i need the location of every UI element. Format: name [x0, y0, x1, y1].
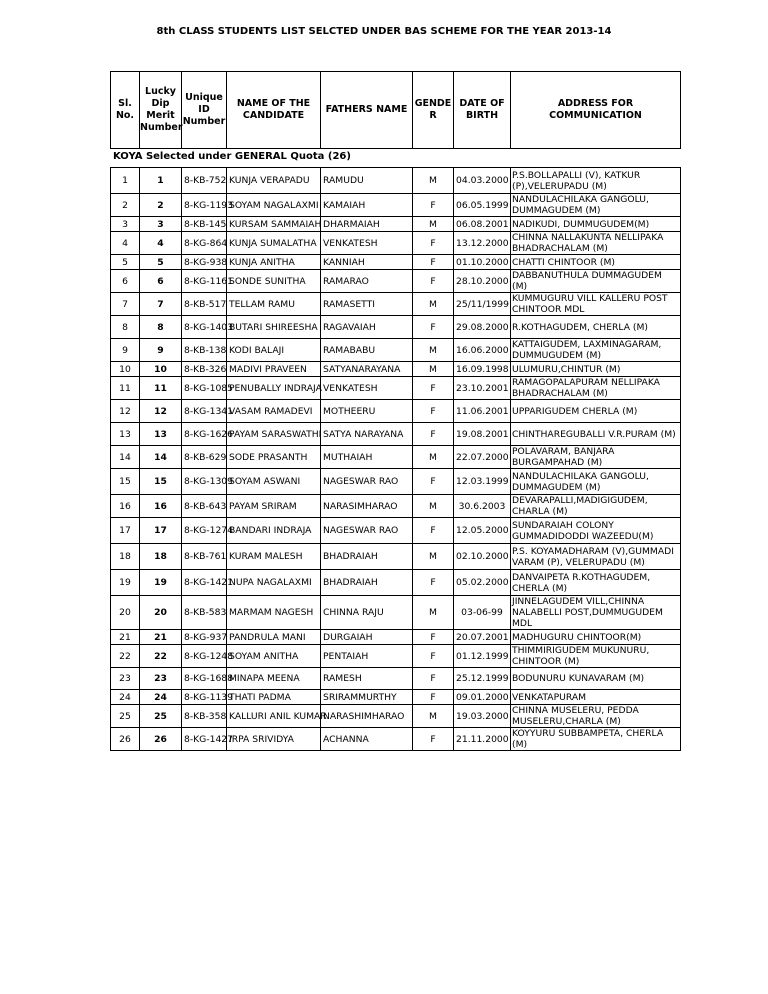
cell-date-of-birth: 04.03.2000 [454, 168, 511, 194]
cell-gender: F [413, 270, 454, 293]
cell-unique-id: 8-KG-1341 [182, 400, 227, 423]
cell-address: SUNDARAIAH COLONY GUMMADIDODDI WAZEEDU(M) [511, 518, 681, 544]
cell-sl-no: 18 [111, 544, 140, 570]
cell-date-of-birth: 20.07.2001 [454, 630, 511, 645]
cell-candidate-name: SOYAM ASWANI [227, 469, 321, 495]
cell-address: R.KOTHAGUDEM, CHERLA (M) [511, 316, 681, 339]
table-row [111, 645, 681, 668]
cell-lucky-dip: 13 [140, 423, 182, 446]
cell-gender: M [413, 339, 454, 362]
cell-fathers-name: SATYANARAYANA [321, 362, 413, 377]
cell-lucky-dip: 23 [140, 668, 182, 690]
cell-date-of-birth: 02.10.2000 [454, 544, 511, 570]
cell-candidate-name: PANDRULA MANI [227, 630, 321, 645]
cell-date-of-birth: 01.12.1999 [454, 645, 511, 668]
cell-sl-no: 14 [111, 446, 140, 469]
cell-unique-id: 8-KB-583 [182, 596, 227, 630]
cell-lucky-dip: 19 [140, 570, 182, 596]
students-table [110, 167, 681, 751]
cell-sl-no: 12 [111, 400, 140, 423]
cell-date-of-birth: 30.6.2003 [454, 495, 511, 518]
cell-candidate-name: PENUBALLY INDRAJA [227, 377, 321, 400]
cell-candidate-name: PAYAM SRIRAM [227, 495, 321, 518]
table-row [111, 705, 681, 728]
table-row [111, 469, 681, 495]
cell-address: MADHUGURU CHINTOOR(M) [511, 630, 681, 645]
cell-date-of-birth: 21.11.2000 [454, 728, 511, 751]
cell-unique-id: 8-KG-1161 [182, 270, 227, 293]
cell-candidate-name: KURAM MALESH [227, 544, 321, 570]
cell-lucky-dip: 26 [140, 728, 182, 751]
cell-fathers-name: RAMUDU [321, 168, 413, 194]
cell-lucky-dip: 3 [140, 217, 182, 232]
cell-unique-id: 8-KB-643 [182, 495, 227, 518]
cell-sl-no: 15 [111, 469, 140, 495]
cell-sl-no: 16 [111, 495, 140, 518]
table-row [111, 544, 681, 570]
table-row [111, 255, 681, 270]
cell-date-of-birth: 28.10.2000 [454, 270, 511, 293]
cell-gender: M [413, 362, 454, 377]
table-row [111, 217, 681, 232]
cell-gender: F [413, 469, 454, 495]
cell-unique-id: 8-KG-864 [182, 232, 227, 255]
header-sl-no: Sl. No. [111, 72, 140, 149]
cell-date-of-birth: 13.12.2000 [454, 232, 511, 255]
cell-candidate-name: KURSAM SAMMAIAH [227, 217, 321, 232]
cell-address: DEVARAPALLI,MADIGIGUDEM, CHARLA (M) [511, 495, 681, 518]
cell-gender: F [413, 668, 454, 690]
cell-sl-no: 3 [111, 217, 140, 232]
cell-candidate-name: KUNJA VERAPADU [227, 168, 321, 194]
quota-label: KOYA Selected under GENERAL Quota (26) [113, 151, 351, 162]
cell-lucky-dip: 12 [140, 400, 182, 423]
cell-lucky-dip: 17 [140, 518, 182, 544]
table-row [111, 377, 681, 400]
cell-lucky-dip: 8 [140, 316, 182, 339]
cell-gender: F [413, 690, 454, 705]
cell-fathers-name: SRIRAMMURTHY [321, 690, 413, 705]
cell-date-of-birth: 16.09.1998 [454, 362, 511, 377]
cell-address: KUMMUGURU VILL KALLERU POST CHINTOOR MDL [511, 293, 681, 316]
cell-sl-no: 6 [111, 270, 140, 293]
table-row [111, 423, 681, 446]
cell-sl-no: 7 [111, 293, 140, 316]
cell-sl-no: 17 [111, 518, 140, 544]
cell-gender: M [413, 495, 454, 518]
cell-candidate-name: IRPA SRIVIDYA [227, 728, 321, 751]
cell-sl-no: 8 [111, 316, 140, 339]
header-lucky-dip: Lucky Dip Merit Number [140, 72, 182, 149]
cell-candidate-name: MARMAM NAGESH [227, 596, 321, 630]
cell-date-of-birth: 01.10.2000 [454, 255, 511, 270]
cell-gender: M [413, 596, 454, 630]
cell-lucky-dip: 2 [140, 194, 182, 217]
cell-address: KATTAIGUDEM, LAXMINAGARAM, DUMMUGUDEM (M) [511, 339, 681, 362]
cell-fathers-name: NARASHIMHARAO [321, 705, 413, 728]
cell-fathers-name: BHADRAIAH [321, 570, 413, 596]
header-gender: GENDE R [413, 72, 454, 149]
header-fathers-name: FATHERS NAME [321, 72, 413, 149]
cell-fathers-name: NAGESWAR RAO [321, 518, 413, 544]
cell-candidate-name: KALLURI ANIL KUMAR [227, 705, 321, 728]
cell-lucky-dip: 24 [140, 690, 182, 705]
cell-candidate-name: VASAM RAMADEVI [227, 400, 321, 423]
cell-address: THIMMIRIGUDEM MUKUNURU, CHINTOOR (M) [511, 645, 681, 668]
cell-lucky-dip: 22 [140, 645, 182, 668]
cell-unique-id: 8-KG-1626 [182, 423, 227, 446]
cell-fathers-name: CHINNA RAJU [321, 596, 413, 630]
cell-gender: F [413, 316, 454, 339]
cell-unique-id: 8-KG-1274 [182, 518, 227, 544]
cell-gender: F [413, 423, 454, 446]
cell-candidate-name: NUPA NAGALAXMI [227, 570, 321, 596]
table-row [111, 270, 681, 293]
header-date-of-birth: DATE OF BIRTH [454, 72, 511, 149]
cell-lucky-dip: 4 [140, 232, 182, 255]
cell-gender: F [413, 728, 454, 751]
cell-address: CHINTHAREGUBALLI V.R.PURAM (M) [511, 423, 681, 446]
table-row [111, 339, 681, 362]
cell-date-of-birth: 06.05.1999 [454, 194, 511, 217]
cell-lucky-dip: 25 [140, 705, 182, 728]
cell-date-of-birth: 25/11/1999 [454, 293, 511, 316]
cell-address: CHINNA NALLAKUNTA NELLIPAKA BHADRACHALAM (M) [511, 232, 681, 255]
cell-date-of-birth: 25.12.1999 [454, 668, 511, 690]
cell-gender: F [413, 630, 454, 645]
header-candidate-name: NAME OF THE CANDIDATE [227, 72, 321, 149]
cell-unique-id: 8-KB-326 [182, 362, 227, 377]
cell-gender: M [413, 217, 454, 232]
cell-lucky-dip: 10 [140, 362, 182, 377]
table-row [111, 232, 681, 255]
cell-gender: M [413, 544, 454, 570]
document-title: 8th CLASS STUDENTS LIST SELCTED UNDER BAS SCHEME FOR THE YEAR 2013-14 [156, 26, 612, 37]
cell-sl-no: 21 [111, 630, 140, 645]
cell-unique-id: 8-KB-629 [182, 446, 227, 469]
cell-sl-no: 13 [111, 423, 140, 446]
cell-unique-id: 8-KG-1421 [182, 570, 227, 596]
cell-lucky-dip: 20 [140, 596, 182, 630]
cell-fathers-name: BHADRAIAH [321, 544, 413, 570]
table-row [111, 668, 681, 690]
cell-date-of-birth: 09.01.2000 [454, 690, 511, 705]
cell-lucky-dip: 7 [140, 293, 182, 316]
cell-fathers-name: NARASIMHARAO [321, 495, 413, 518]
cell-date-of-birth: 16.06.2000 ` [454, 339, 511, 362]
cell-address: P.S. KOYAMADHARAM (V),GUMMADI VARAM (P), VELERUPADU (M) [511, 544, 681, 570]
cell-fathers-name: PENTAIAH [321, 645, 413, 668]
header-unique-id: Unique ID Number [182, 72, 227, 149]
cell-fathers-name: MOTHEERU [321, 400, 413, 423]
cell-unique-id: 8-KB-358 [182, 705, 227, 728]
cell-gender: F [413, 645, 454, 668]
cell-date-of-birth: 06.08.2001 [454, 217, 511, 232]
cell-sl-no: 9 [111, 339, 140, 362]
cell-address: NANDULACHILAKA GANGOLU, DUMMAGUDEM (M) [511, 469, 681, 495]
cell-address: JINNELAGUDEM VILL,CHINNA NALABELLI POST,DUMMUGUDEM MDL [511, 596, 681, 630]
cell-sl-no: 2 [111, 194, 140, 217]
cell-fathers-name: MUTHAIAH [321, 446, 413, 469]
cell-lucky-dip: 15 [140, 469, 182, 495]
cell-date-of-birth: 11.06.2001 [454, 400, 511, 423]
cell-sl-no: 4 [111, 232, 140, 255]
cell-date-of-birth: 22.07.2000 [454, 446, 511, 469]
cell-unique-id: 8-KG-937 [182, 630, 227, 645]
cell-sl-no: 5 [111, 255, 140, 270]
cell-sl-no: 19 [111, 570, 140, 596]
cell-date-of-birth: 05.02.2000 [454, 570, 511, 596]
cell-unique-id: 8-KG-1427 [182, 728, 227, 751]
table-row [111, 400, 681, 423]
cell-fathers-name: KAMAIAH [321, 194, 413, 217]
cell-gender: F [413, 255, 454, 270]
table-row [111, 316, 681, 339]
cell-unique-id: 8-KG-1688 [182, 668, 227, 690]
cell-gender: F [413, 194, 454, 217]
cell-address: CHATTI CHINTOOR (M) [511, 255, 681, 270]
cell-address: DABBANUTHULA DUMMAGUDEM (M) [511, 270, 681, 293]
table-row [111, 570, 681, 596]
cell-gender: M [413, 446, 454, 469]
table-row [111, 495, 681, 518]
cell-address: NANDULACHILAKA GANGOLU, DUMMAGUDEM (M) [511, 194, 681, 217]
cell-sl-no: 22 [111, 645, 140, 668]
cell-candidate-name: BUTARI SHIREESHA [227, 316, 321, 339]
cell-address: DANVAIPETA R.KOTHAGUDEM, CHERLA (M) [511, 570, 681, 596]
cell-lucky-dip: 9 [140, 339, 182, 362]
cell-candidate-name: THATI PADMA [227, 690, 321, 705]
table-header [110, 71, 681, 149]
cell-gender: F [413, 377, 454, 400]
cell-sl-no: 1 [111, 168, 140, 194]
cell-sl-no: 10 [111, 362, 140, 377]
cell-unique-id: 8-KB-145 [182, 217, 227, 232]
cell-gender: M [413, 705, 454, 728]
cell-address: POLAVARAM, BANJARA BURGAMPAHAD (M) [511, 446, 681, 469]
cell-fathers-name: VENKATESH [321, 232, 413, 255]
cell-lucky-dip: 14 [140, 446, 182, 469]
cell-address: NADIKUDI, DUMMUGUDEM(M) [511, 217, 681, 232]
cell-unique-id: 8-KB-752 [182, 168, 227, 194]
cell-fathers-name: RAMESH [321, 668, 413, 690]
cell-unique-id: 8-KG-1309 [182, 469, 227, 495]
cell-fathers-name: DHARMAIAH [321, 217, 413, 232]
cell-unique-id: 8-KB-517 [182, 293, 227, 316]
cell-sl-no: 11 [111, 377, 140, 400]
cell-address: CHINNA MUSELERU, PEDDA MUSELERU,CHARLA (M) [511, 705, 681, 728]
cell-candidate-name: MINAPA MEENA [227, 668, 321, 690]
cell-candidate-name: SOYAM ANITHA [227, 645, 321, 668]
cell-lucky-dip: 21 [140, 630, 182, 645]
cell-date-of-birth: 12.05.2000 [454, 518, 511, 544]
cell-lucky-dip: 16 [140, 495, 182, 518]
cell-gender: F [413, 400, 454, 423]
table-row [111, 293, 681, 316]
cell-fathers-name: DURGAIAH [321, 630, 413, 645]
cell-candidate-name: PAYAM SARASWATHI [227, 423, 321, 446]
cell-unique-id: 8-KG-1193 [182, 194, 227, 217]
cell-fathers-name: ACHANNA [321, 728, 413, 751]
table-row [111, 168, 681, 194]
table-row [111, 728, 681, 751]
cell-gender: F [413, 518, 454, 544]
cell-unique-id: 8-KG-1139 [182, 690, 227, 705]
cell-unique-id: 8-KG-938 [182, 255, 227, 270]
cell-date-of-birth: 29.08.2000 [454, 316, 511, 339]
table-row [111, 446, 681, 469]
cell-gender: F [413, 232, 454, 255]
cell-fathers-name: NAGESWAR RAO [321, 469, 413, 495]
cell-date-of-birth: 23.10.2001 [454, 377, 511, 400]
cell-candidate-name: KODI BALAJI [227, 339, 321, 362]
cell-lucky-dip: 1 [140, 168, 182, 194]
cell-fathers-name: RAMABABU [321, 339, 413, 362]
cell-fathers-name: RAGAVAIAH [321, 316, 413, 339]
cell-date-of-birth: 19.03.2000 [454, 705, 511, 728]
cell-gender: M [413, 293, 454, 316]
cell-date-of-birth: 12.03.1999 [454, 469, 511, 495]
table-row [111, 362, 681, 377]
table-row [111, 690, 681, 705]
cell-unique-id: 8-KG-1085 [182, 377, 227, 400]
cell-unique-id: 8-KB-761 [182, 544, 227, 570]
cell-unique-id: 8-KG-1403 [182, 316, 227, 339]
cell-candidate-name: KUNJA SUMALATHA [227, 232, 321, 255]
cell-unique-id: 8-KB-138 [182, 339, 227, 362]
cell-address: UPPARIGUDEM CHERLA (M) [511, 400, 681, 423]
table-row [111, 194, 681, 217]
cell-lucky-dip: 18 [140, 544, 182, 570]
cell-sl-no: 25 [111, 705, 140, 728]
table-row [111, 518, 681, 544]
cell-fathers-name: SATYA NARAYANA [321, 423, 413, 446]
cell-lucky-dip: 6 [140, 270, 182, 293]
cell-sl-no: 24 [111, 690, 140, 705]
cell-lucky-dip: 11 [140, 377, 182, 400]
cell-candidate-name: TELLAM RAMU [227, 293, 321, 316]
cell-candidate-name: SOYAM NAGALAXMI [227, 194, 321, 217]
table-row [111, 630, 681, 645]
cell-candidate-name: BANDARI INDRAJA [227, 518, 321, 544]
cell-lucky-dip: 5 [140, 255, 182, 270]
cell-sl-no: 26 [111, 728, 140, 751]
cell-address: VENKATAPURAM [511, 690, 681, 705]
table-row [111, 596, 681, 630]
cell-candidate-name: KUNJA ANITHA [227, 255, 321, 270]
header-address: ADDRESS FOR COMMUNICATION [511, 72, 681, 149]
cell-address: ULUMURU,CHINTUR (M) [511, 362, 681, 377]
cell-sl-no: 20 [111, 596, 140, 630]
cell-candidate-name: MADIVI PRAVEEN [227, 362, 321, 377]
cell-fathers-name: RAMARAO [321, 270, 413, 293]
cell-unique-id: 8-KG-1248 [182, 645, 227, 668]
cell-fathers-name: KANNIAH [321, 255, 413, 270]
cell-date-of-birth: 19.08.2001 [454, 423, 511, 446]
cell-address: RAMAGOPALAPURAM NELLIPAKA BHADRACHALAM (M) [511, 377, 681, 400]
cell-candidate-name: SODE PRASANTH [227, 446, 321, 469]
cell-candidate-name: SONDE SUNITHA [227, 270, 321, 293]
cell-gender: M [413, 168, 454, 194]
cell-address: BODUNURU KUNAVARAM (M) [511, 668, 681, 690]
cell-date-of-birth: 03-06-99 [454, 596, 511, 630]
cell-sl-no: 23 [111, 668, 140, 690]
cell-address: KOYYURU SUBBAMPETA, CHERLA (M) [511, 728, 681, 751]
cell-fathers-name: VENKATESH [321, 377, 413, 400]
cell-address: P.S.BOLLAPALLI (V), KATKUR (P),VELERUPADU (M) [511, 168, 681, 194]
cell-fathers-name: RAMASETTI [321, 293, 413, 316]
cell-gender: F [413, 570, 454, 596]
